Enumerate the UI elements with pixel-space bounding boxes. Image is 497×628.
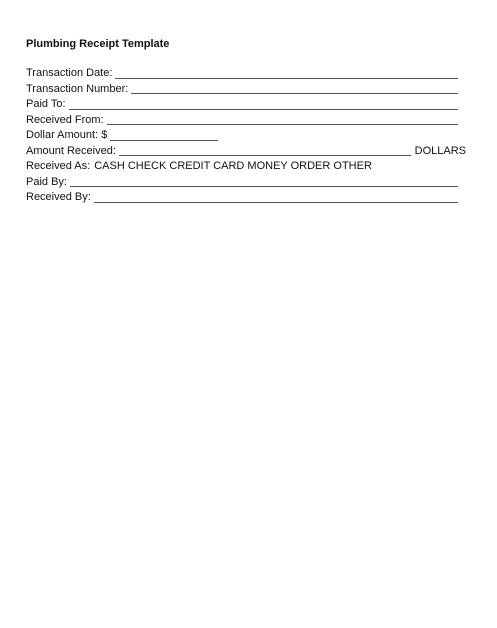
dollar-amount-label: Dollar Amount: $ <box>26 129 108 141</box>
transaction-number-label: Transaction Number: <box>26 82 129 95</box>
paid-to-row <box>26 97 466 113</box>
dollar-amount-blank[interactable] <box>110 140 218 141</box>
dollar-amount-row <box>26 128 466 144</box>
paid-by-row <box>26 175 466 191</box>
received-from-row <box>26 113 466 129</box>
transaction-date-blank[interactable] <box>115 78 458 79</box>
received-by-blank[interactable] <box>94 202 458 203</box>
received-from-blank[interactable] <box>107 124 458 125</box>
received-as-row <box>26 159 466 175</box>
transaction-number-blank[interactable] <box>131 93 458 94</box>
document-title: Plumbing Receipt Template <box>26 38 170 50</box>
receipt-form <box>26 66 466 206</box>
paid-to-blank[interactable] <box>69 109 458 110</box>
paid-by-label: Paid By: <box>26 175 67 188</box>
received-as-label: Received As: <box>26 160 91 172</box>
amount-received-label: Amount Received: <box>26 144 116 157</box>
received-by-label: Received By: <box>26 191 91 203</box>
received-as-options: CASH CHECK CREDIT CARD MONEY ORDER OTHER <box>94 160 372 172</box>
amount-received-blank[interactable] <box>119 155 411 156</box>
amount-received-suffix: DOLLARS <box>414 144 466 157</box>
received-by-row <box>26 190 466 206</box>
transaction-date-label: Transaction Date: <box>26 67 113 79</box>
transaction-date-row <box>26 66 466 82</box>
received-from-label: Received From: <box>26 113 104 126</box>
paid-to-label: Paid To: <box>26 98 66 110</box>
transaction-number-row <box>26 82 466 98</box>
paid-by-blank[interactable] <box>70 186 458 187</box>
amount-received-row <box>26 144 466 160</box>
